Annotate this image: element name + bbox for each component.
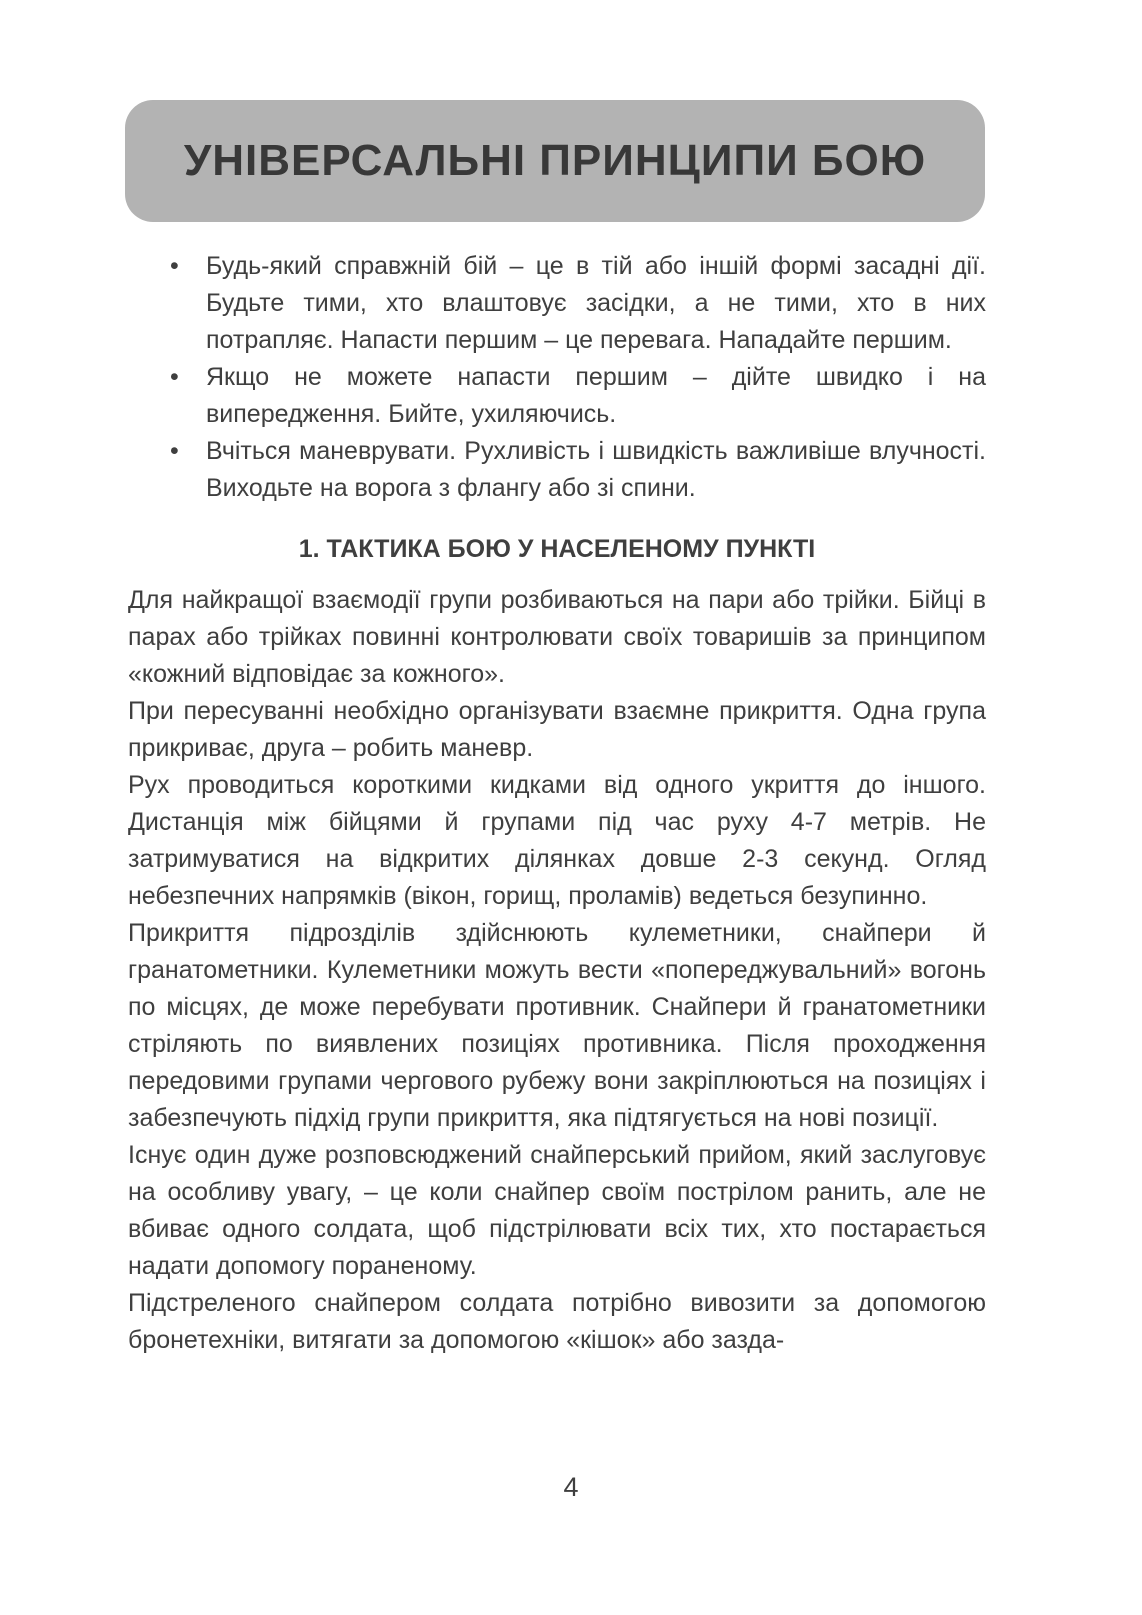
list-item [128,248,986,359]
paragraph: Підстреленого снайпером солдата потрібно вивозити за допомогою бронетехніки, витягати за допомогою «кішок» або зазда- [128,1289,986,1354]
bullet-list [128,248,986,507]
bullet-icon: • [170,437,179,465]
paragraph: При пересуванні необхідно організувати взаємне прикриття. Одна група прикриває, друга – робить маневр. [128,697,986,762]
paragraph: Для найкращої взаємодії групи розбиваються на пари або трійки. Бійці в парах або трійках повинні контролювати своїх товаришів за принципом «кожний відповідає за кожного». [128,586,986,688]
bullet-icon: • [170,252,179,280]
chapter-title: УНІВЕРСАЛЬНІ ПРИНЦИПИ БОЮ [183,136,927,185]
page-number: 4 [563,1472,579,1502]
bullet-text: Якщо не можете напасти першим – дійте швидко і на випередження. Бийте, ухиляючись. [206,363,986,428]
bullet-text: Будь-який справжній бій – це в тій або іншій формі засадні дії. Будьте тими, хто влаштовує засідки, а не тими, хто в них потрапляє. Напасти першим – це перевага. Нападайте першим. [206,252,986,354]
list-item [128,359,986,433]
bullet-icon: • [170,363,179,391]
paragraph: Існує один дуже розповсюджений снайперський прийом, який заслуговує на особливу увагу, – це коли снайпер своїм пострілом ранить, але не вбиває одного солдата, щоб підстрілювати всіх тих, хто постарається надати допомогу пораненому. [128,1141,986,1280]
section-heading: 1. ТАКТИКА БОЮ У НАСЕЛЕНОМУ ПУНКТІ [298,535,816,563]
page-content [128,248,986,1359]
bullet-text: Вчіться маневрувати. Рухливість і швидкість важливіше влучності. Виходьте на ворога з флангу або зі спини. [206,437,986,502]
paragraph: Прикриття підрозділів здійснюють кулеметники, снайпери й гранатометники. Кулеметники можуть вести «попереджувальний» вогонь по місцях, де може перебувати противник. Снайпери й гранатометники стріляють по виявлених позиціях противника. Після проходження передовими групами чергового рубежу вони закріплюються на позиціях і забезпечують підхід групи прикриття, яка підтягується на нові позиції. [128,919,986,1132]
paragraph: Рух проводиться короткими кидками від одного укриття до іншого. Дистанція між бійцями й групами під час руху 4-7 метрів. Не затримуватися на відкритих ділянках довше 2-3 секунд. Огляд небезпечних напрямків (вікон, горищ, проламів) ведеться безупинно. [128,771,986,910]
chapter-title-banner [125,100,985,222]
list-item [128,433,986,507]
